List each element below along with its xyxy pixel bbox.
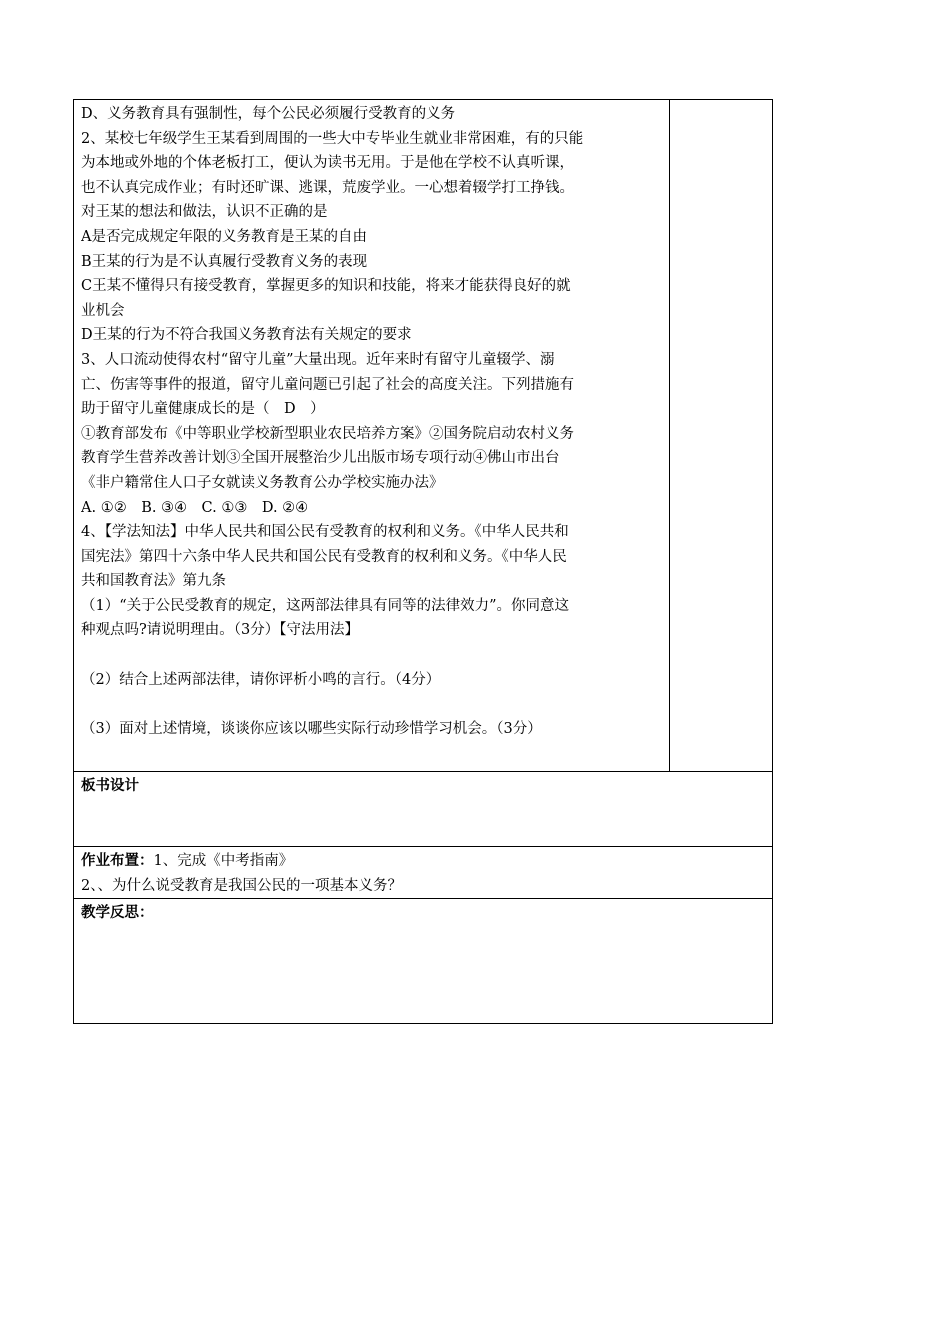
question-line: B王某的行为是不认真履行受教育义务的表现 [81, 253, 368, 270]
reflection-row [74, 899, 773, 1024]
reflection-cell [74, 899, 773, 1024]
question-line: 业机会 [81, 302, 125, 319]
question-line: 亡、伤害等事件的报道，留守儿童问题已引起了社会的高度关注。下列措施有 [81, 376, 574, 393]
question-line: 《非户籍常住人口子女就读义务教育公办学校实施办法》 [81, 474, 444, 491]
homework-heading: 作业布置： [81, 853, 154, 869]
homework-item-2: 2、、为什么说受教育是我国公民的一项基本义务？ [81, 877, 402, 894]
question-3-line: （3）面对上述情境，谈谈你应该以哪些实际行动珍惜学习机会。（3分） [81, 720, 542, 737]
question-line: D、义务教育具有强制性，每个公民必须履行受教育的义务 [81, 106, 456, 122]
question-line: 对王某的想法和做法，认识不正确的是 [81, 204, 328, 221]
reflection-heading: 教学反思： [81, 905, 154, 922]
question-2-line: （2）结合上述两部法律，请你评析小鸣的言行。（4分） [81, 671, 441, 688]
homework-line-1 [81, 849, 764, 874]
lesson-plan-table [73, 99, 773, 1024]
questions-row [74, 100, 773, 772]
question-line: 助于留守儿童健康成长的是（ D ） [81, 401, 325, 418]
question-line: 2、某校七年级学生王某看到周围的一些大中专毕业生就业非常困难，有的只能 [81, 130, 584, 147]
question-line: 种观点吗?请说明理由。（3分）【守法用法】 [81, 622, 359, 639]
questions-cell [74, 100, 670, 772]
question-line: 3、人口流动使得农村“留守儿童”大量出现。近年来时有留守儿童辍学、溺 [81, 351, 555, 368]
question-line: 共和国教育法》第九条 [81, 573, 226, 590]
question-line: 教育学生营养改善计划③全国开展整治少儿出版市场专项行动④佛山市出台 [81, 450, 560, 467]
question-line: 4、【学法知法】中华人民共和国公民有受教育的权利和义务。《中华人民共和 [81, 524, 569, 541]
question-line: A是否完成规定年限的义务教育是王某的自由 [81, 228, 367, 245]
board-design-row [74, 772, 773, 847]
side-notes-cell [670, 100, 773, 772]
answer-space [81, 643, 661, 668]
homework-row [74, 847, 773, 899]
question-line: （1）“关于公民受教育的规定，这两部法律具有同等的法律效力”。你同意这 [81, 597, 570, 614]
question-line: 国宪法》第四十六条中华人民共和国公民有受教育的权利和义务。《中华人民 [81, 548, 567, 565]
question-line: 为本地或外地的个体老板打工，便认为读书无用。于是他在学校不认真听课， [81, 155, 574, 172]
homework-item-1: 1、完成《中考指南》 [153, 853, 294, 869]
homework-cell [74, 847, 773, 899]
question-line: ①教育部发布《中等职业学校新型职业农民培养方案》②国务院启动农村义务 [81, 425, 574, 442]
question-line: C王某不懂得只有接受教育，掌握更多的知识和技能，将来才能获得良好的就 [81, 278, 571, 295]
board-design-heading: 板书设计 [81, 778, 139, 794]
question-line: D王某的行为不符合我国义务教育法有关规定的要求 [81, 327, 412, 344]
board-design-cell [74, 772, 773, 847]
answer-space [81, 692, 661, 717]
question-line: 也不认真完成作业；有时还旷课、逃课，荒废学业。一心想着辍学打工挣钱。 [81, 179, 574, 196]
question-line: A. ①② B. ③④ C. ①③ D. ②④ [81, 499, 309, 516]
